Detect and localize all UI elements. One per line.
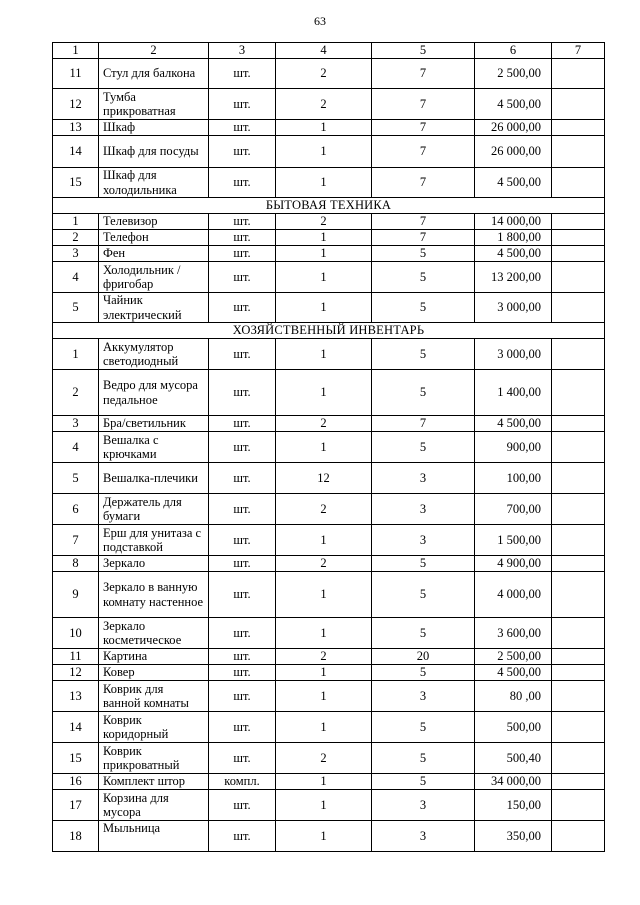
- table-row: [53, 681, 605, 712]
- quantity-cell: 1: [276, 136, 372, 168]
- service-life-cell: 5: [372, 262, 475, 293]
- unit-cell: шт.: [209, 136, 276, 168]
- quantity-cell: 2: [276, 59, 372, 89]
- quantity-cell: 1: [276, 432, 372, 463]
- row-number-cell: 15: [53, 168, 99, 198]
- notes-cell: [552, 494, 605, 525]
- service-life-cell: 3: [372, 525, 475, 556]
- notes-cell: [552, 416, 605, 432]
- unit-cell: шт.: [209, 168, 276, 198]
- item-name-cell: Коврик коридорный: [99, 712, 209, 743]
- service-life-cell: 7: [372, 89, 475, 120]
- price-cell: 13 200,00: [475, 262, 552, 293]
- row-number-cell: 11: [53, 59, 99, 89]
- service-life-cell: 5: [372, 743, 475, 774]
- item-name-cell: Телевизор: [99, 214, 209, 230]
- row-number-cell: 5: [53, 463, 99, 494]
- table-row: [53, 59, 605, 89]
- service-life-cell: 7: [372, 136, 475, 168]
- table-row: [53, 463, 605, 494]
- quantity-cell: 1: [276, 293, 372, 323]
- notes-cell: [552, 463, 605, 494]
- price-cell: 1 800,00: [475, 230, 552, 246]
- row-number-cell: 12: [53, 89, 99, 120]
- item-name-cell: Бра/светильник: [99, 416, 209, 432]
- notes-cell: [552, 432, 605, 463]
- quantity-cell: 2: [276, 214, 372, 230]
- row-number-cell: 3: [53, 246, 99, 262]
- quantity-cell: 1: [276, 618, 372, 649]
- row-number-cell: 9: [53, 572, 99, 618]
- unit-cell: шт.: [209, 556, 276, 572]
- unit-cell: шт.: [209, 494, 276, 525]
- notes-cell: [552, 262, 605, 293]
- header-cell: 7: [552, 43, 605, 59]
- row-number-cell: 4: [53, 262, 99, 293]
- quantity-cell: 1: [276, 168, 372, 198]
- row-number-cell: 1: [53, 339, 99, 370]
- notes-cell: [552, 665, 605, 681]
- quantity-cell: 1: [276, 525, 372, 556]
- quantity-cell: 1: [276, 665, 372, 681]
- item-name-cell: Телефон: [99, 230, 209, 246]
- service-life-cell: 5: [372, 432, 475, 463]
- row-number-cell: 13: [53, 120, 99, 136]
- table-row: [53, 246, 605, 262]
- section-title: БЫТОВАЯ ТЕХНИКА: [53, 198, 605, 214]
- table-row: [53, 665, 605, 681]
- price-cell: 26 000,00: [475, 120, 552, 136]
- price-cell: 100,00: [475, 463, 552, 494]
- item-name-cell: Ковер: [99, 665, 209, 681]
- service-life-cell: 7: [372, 416, 475, 432]
- notes-cell: [552, 293, 605, 323]
- service-life-cell: 3: [372, 463, 475, 494]
- service-life-cell: 3: [372, 821, 475, 852]
- section-header-row: [53, 323, 605, 339]
- notes-cell: [552, 649, 605, 665]
- price-cell: 3 000,00: [475, 293, 552, 323]
- table-row: [53, 712, 605, 743]
- row-number-cell: 2: [53, 230, 99, 246]
- unit-cell: шт.: [209, 59, 276, 89]
- unit-cell: шт.: [209, 262, 276, 293]
- row-number-cell: 12: [53, 665, 99, 681]
- notes-cell: [552, 370, 605, 416]
- unit-cell: шт.: [209, 618, 276, 649]
- item-name-cell: Коврик для ванной комнаты: [99, 681, 209, 712]
- table-row: [53, 262, 605, 293]
- notes-cell: [552, 681, 605, 712]
- service-life-cell: 5: [372, 246, 475, 262]
- unit-cell: шт.: [209, 821, 276, 852]
- notes-cell: [552, 790, 605, 821]
- table-row: [53, 168, 605, 198]
- item-name-cell: Шкаф: [99, 120, 209, 136]
- unit-cell: шт.: [209, 665, 276, 681]
- price-cell: 26 000,00: [475, 136, 552, 168]
- price-cell: 80 ,00: [475, 681, 552, 712]
- service-life-cell: 5: [372, 370, 475, 416]
- table-row: [53, 432, 605, 463]
- unit-cell: шт.: [209, 525, 276, 556]
- row-number-cell: 1: [53, 214, 99, 230]
- notes-cell: [552, 89, 605, 120]
- quantity-cell: 1: [276, 246, 372, 262]
- unit-cell: шт.: [209, 572, 276, 618]
- table-row: [53, 743, 605, 774]
- service-life-cell: 3: [372, 790, 475, 821]
- item-name-cell: Холодильник / фригобар: [99, 262, 209, 293]
- price-cell: 4 500,00: [475, 246, 552, 262]
- quantity-cell: 2: [276, 556, 372, 572]
- item-name-cell: Стул для балкона: [99, 59, 209, 89]
- row-number-cell: 2: [53, 370, 99, 416]
- table-row: [53, 230, 605, 246]
- table-row: [53, 370, 605, 416]
- unit-cell: шт.: [209, 230, 276, 246]
- notes-cell: [552, 525, 605, 556]
- table-row: [53, 649, 605, 665]
- quantity-cell: 12: [276, 463, 372, 494]
- header-cell: 5: [372, 43, 475, 59]
- unit-cell: шт.: [209, 370, 276, 416]
- service-life-cell: 5: [372, 339, 475, 370]
- notes-cell: [552, 743, 605, 774]
- notes-cell: [552, 59, 605, 89]
- service-life-cell: 3: [372, 494, 475, 525]
- service-life-cell: 7: [372, 59, 475, 89]
- table-row: [53, 120, 605, 136]
- row-number-cell: 14: [53, 712, 99, 743]
- quantity-cell: 2: [276, 89, 372, 120]
- item-name-cell: Держатель для бумаги: [99, 494, 209, 525]
- header-cell: 2: [99, 43, 209, 59]
- unit-cell: шт.: [209, 432, 276, 463]
- table-row: [53, 89, 605, 120]
- notes-cell: [552, 120, 605, 136]
- price-cell: 3 600,00: [475, 618, 552, 649]
- row-number-cell: 10: [53, 618, 99, 649]
- item-name-cell: Зеркало косметическое: [99, 618, 209, 649]
- inventory-table: [52, 42, 605, 852]
- unit-cell: шт.: [209, 293, 276, 323]
- unit-cell: шт.: [209, 790, 276, 821]
- item-name-cell: Вешалка-плечики: [99, 463, 209, 494]
- quantity-cell: 1: [276, 712, 372, 743]
- row-number-cell: 3: [53, 416, 99, 432]
- row-number-cell: 15: [53, 743, 99, 774]
- header-cell: 6: [475, 43, 552, 59]
- quantity-cell: 1: [276, 790, 372, 821]
- unit-cell: шт.: [209, 463, 276, 494]
- quantity-cell: 1: [276, 821, 372, 852]
- item-name-cell: Тумба прикроватная: [99, 89, 209, 120]
- service-life-cell: 5: [372, 556, 475, 572]
- quantity-cell: 1: [276, 230, 372, 246]
- row-number-cell: 6: [53, 494, 99, 525]
- notes-cell: [552, 712, 605, 743]
- item-name-cell: Чайник электрический: [99, 293, 209, 323]
- item-name-cell: Шкаф для холодильника: [99, 168, 209, 198]
- quantity-cell: 1: [276, 120, 372, 136]
- notes-cell: [552, 618, 605, 649]
- price-cell: 2 500,00: [475, 649, 552, 665]
- price-cell: 150,00: [475, 790, 552, 821]
- price-cell: 4 500,00: [475, 665, 552, 681]
- service-life-cell: 5: [372, 774, 475, 790]
- table-row: [53, 416, 605, 432]
- notes-cell: [552, 214, 605, 230]
- header-cell: 3: [209, 43, 276, 59]
- row-number-cell: 5: [53, 293, 99, 323]
- service-life-cell: 5: [372, 665, 475, 681]
- quantity-cell: 1: [276, 370, 372, 416]
- price-cell: 2 500,00: [475, 59, 552, 89]
- price-cell: 900,00: [475, 432, 552, 463]
- table-row: [53, 572, 605, 618]
- price-cell: 1 500,00: [475, 525, 552, 556]
- price-cell: 3 000,00: [475, 339, 552, 370]
- row-number-cell: 8: [53, 556, 99, 572]
- price-cell: 4 900,00: [475, 556, 552, 572]
- service-life-cell: 20: [372, 649, 475, 665]
- quantity-cell: 2: [276, 743, 372, 774]
- unit-cell: шт.: [209, 649, 276, 665]
- price-cell: 4 000,00: [475, 572, 552, 618]
- price-cell: 4 500,00: [475, 416, 552, 432]
- item-name-cell: Вешалка с крючками: [99, 432, 209, 463]
- unit-cell: шт.: [209, 681, 276, 712]
- price-cell: 500,40: [475, 743, 552, 774]
- table-row: [53, 136, 605, 168]
- item-name-cell: Аккумулятор светодиодный: [99, 339, 209, 370]
- table-row: [53, 618, 605, 649]
- item-name-cell: Корзина для мусора: [99, 790, 209, 821]
- table-row: [53, 214, 605, 230]
- quantity-cell: 1: [276, 572, 372, 618]
- item-name-cell: Комплект штор: [99, 774, 209, 790]
- table-row: [53, 556, 605, 572]
- service-life-cell: 7: [372, 230, 475, 246]
- quantity-cell: 1: [276, 339, 372, 370]
- row-number-cell: 17: [53, 790, 99, 821]
- page-number: 63: [314, 14, 326, 28]
- header-cell: 4: [276, 43, 372, 59]
- notes-cell: [552, 168, 605, 198]
- row-number-cell: 4: [53, 432, 99, 463]
- price-cell: 1 400,00: [475, 370, 552, 416]
- notes-cell: [552, 136, 605, 168]
- table-row: [53, 525, 605, 556]
- table-row: [53, 293, 605, 323]
- row-number-cell: 7: [53, 525, 99, 556]
- quantity-cell: 1: [276, 681, 372, 712]
- notes-cell: [552, 230, 605, 246]
- table-header-row: [53, 43, 605, 59]
- item-name-cell: Коврик прикроватный: [99, 743, 209, 774]
- service-life-cell: 5: [372, 572, 475, 618]
- quantity-cell: 1: [276, 774, 372, 790]
- item-name-cell: Зеркало: [99, 556, 209, 572]
- section-header-row: [53, 198, 605, 214]
- notes-cell: [552, 821, 605, 852]
- table-row: [53, 339, 605, 370]
- row-number-cell: 13: [53, 681, 99, 712]
- price-cell: 500,00: [475, 712, 552, 743]
- item-name-cell: Картина: [99, 649, 209, 665]
- quantity-cell: 2: [276, 494, 372, 525]
- item-name-cell: Ерш для унитаза с подставкой: [99, 525, 209, 556]
- table-row: [53, 494, 605, 525]
- unit-cell: шт.: [209, 214, 276, 230]
- item-name-cell: Мыльница: [99, 821, 209, 852]
- price-cell: 4 500,00: [475, 168, 552, 198]
- item-name-cell: Шкаф для посуды: [99, 136, 209, 168]
- header-cell: 1: [53, 43, 99, 59]
- unit-cell: шт.: [209, 89, 276, 120]
- price-cell: 14 000,00: [475, 214, 552, 230]
- price-cell: 34 000,00: [475, 774, 552, 790]
- unit-cell: шт.: [209, 246, 276, 262]
- service-life-cell: 3: [372, 681, 475, 712]
- quantity-cell: 1: [276, 262, 372, 293]
- price-cell: 350,00: [475, 821, 552, 852]
- row-number-cell: 18: [53, 821, 99, 852]
- service-life-cell: 5: [372, 618, 475, 649]
- notes-cell: [552, 774, 605, 790]
- item-name-cell: Зеркало в ванную комнату настенное: [99, 572, 209, 618]
- table-row: [53, 821, 605, 852]
- item-name-cell: Фен: [99, 246, 209, 262]
- notes-cell: [552, 556, 605, 572]
- row-number-cell: 14: [53, 136, 99, 168]
- unit-cell: шт.: [209, 120, 276, 136]
- service-life-cell: 5: [372, 293, 475, 323]
- unit-cell: шт.: [209, 416, 276, 432]
- row-number-cell: 11: [53, 649, 99, 665]
- row-number-cell: 16: [53, 774, 99, 790]
- unit-cell: компл.: [209, 774, 276, 790]
- notes-cell: [552, 572, 605, 618]
- quantity-cell: 2: [276, 649, 372, 665]
- price-cell: 4 500,00: [475, 89, 552, 120]
- service-life-cell: 7: [372, 168, 475, 198]
- section-title: ХОЗЯЙСТВЕННЫЙ ИНВЕНТАРЬ: [53, 323, 605, 339]
- unit-cell: шт.: [209, 339, 276, 370]
- unit-cell: шт.: [209, 712, 276, 743]
- quantity-cell: 2: [276, 416, 372, 432]
- notes-cell: [552, 339, 605, 370]
- table-row: [53, 774, 605, 790]
- unit-cell: шт.: [209, 743, 276, 774]
- table-row: [53, 790, 605, 821]
- service-life-cell: 7: [372, 120, 475, 136]
- service-life-cell: 7: [372, 214, 475, 230]
- item-name-cell: Ведро для мусора педальное: [99, 370, 209, 416]
- notes-cell: [552, 246, 605, 262]
- service-life-cell: 5: [372, 712, 475, 743]
- price-cell: 700,00: [475, 494, 552, 525]
